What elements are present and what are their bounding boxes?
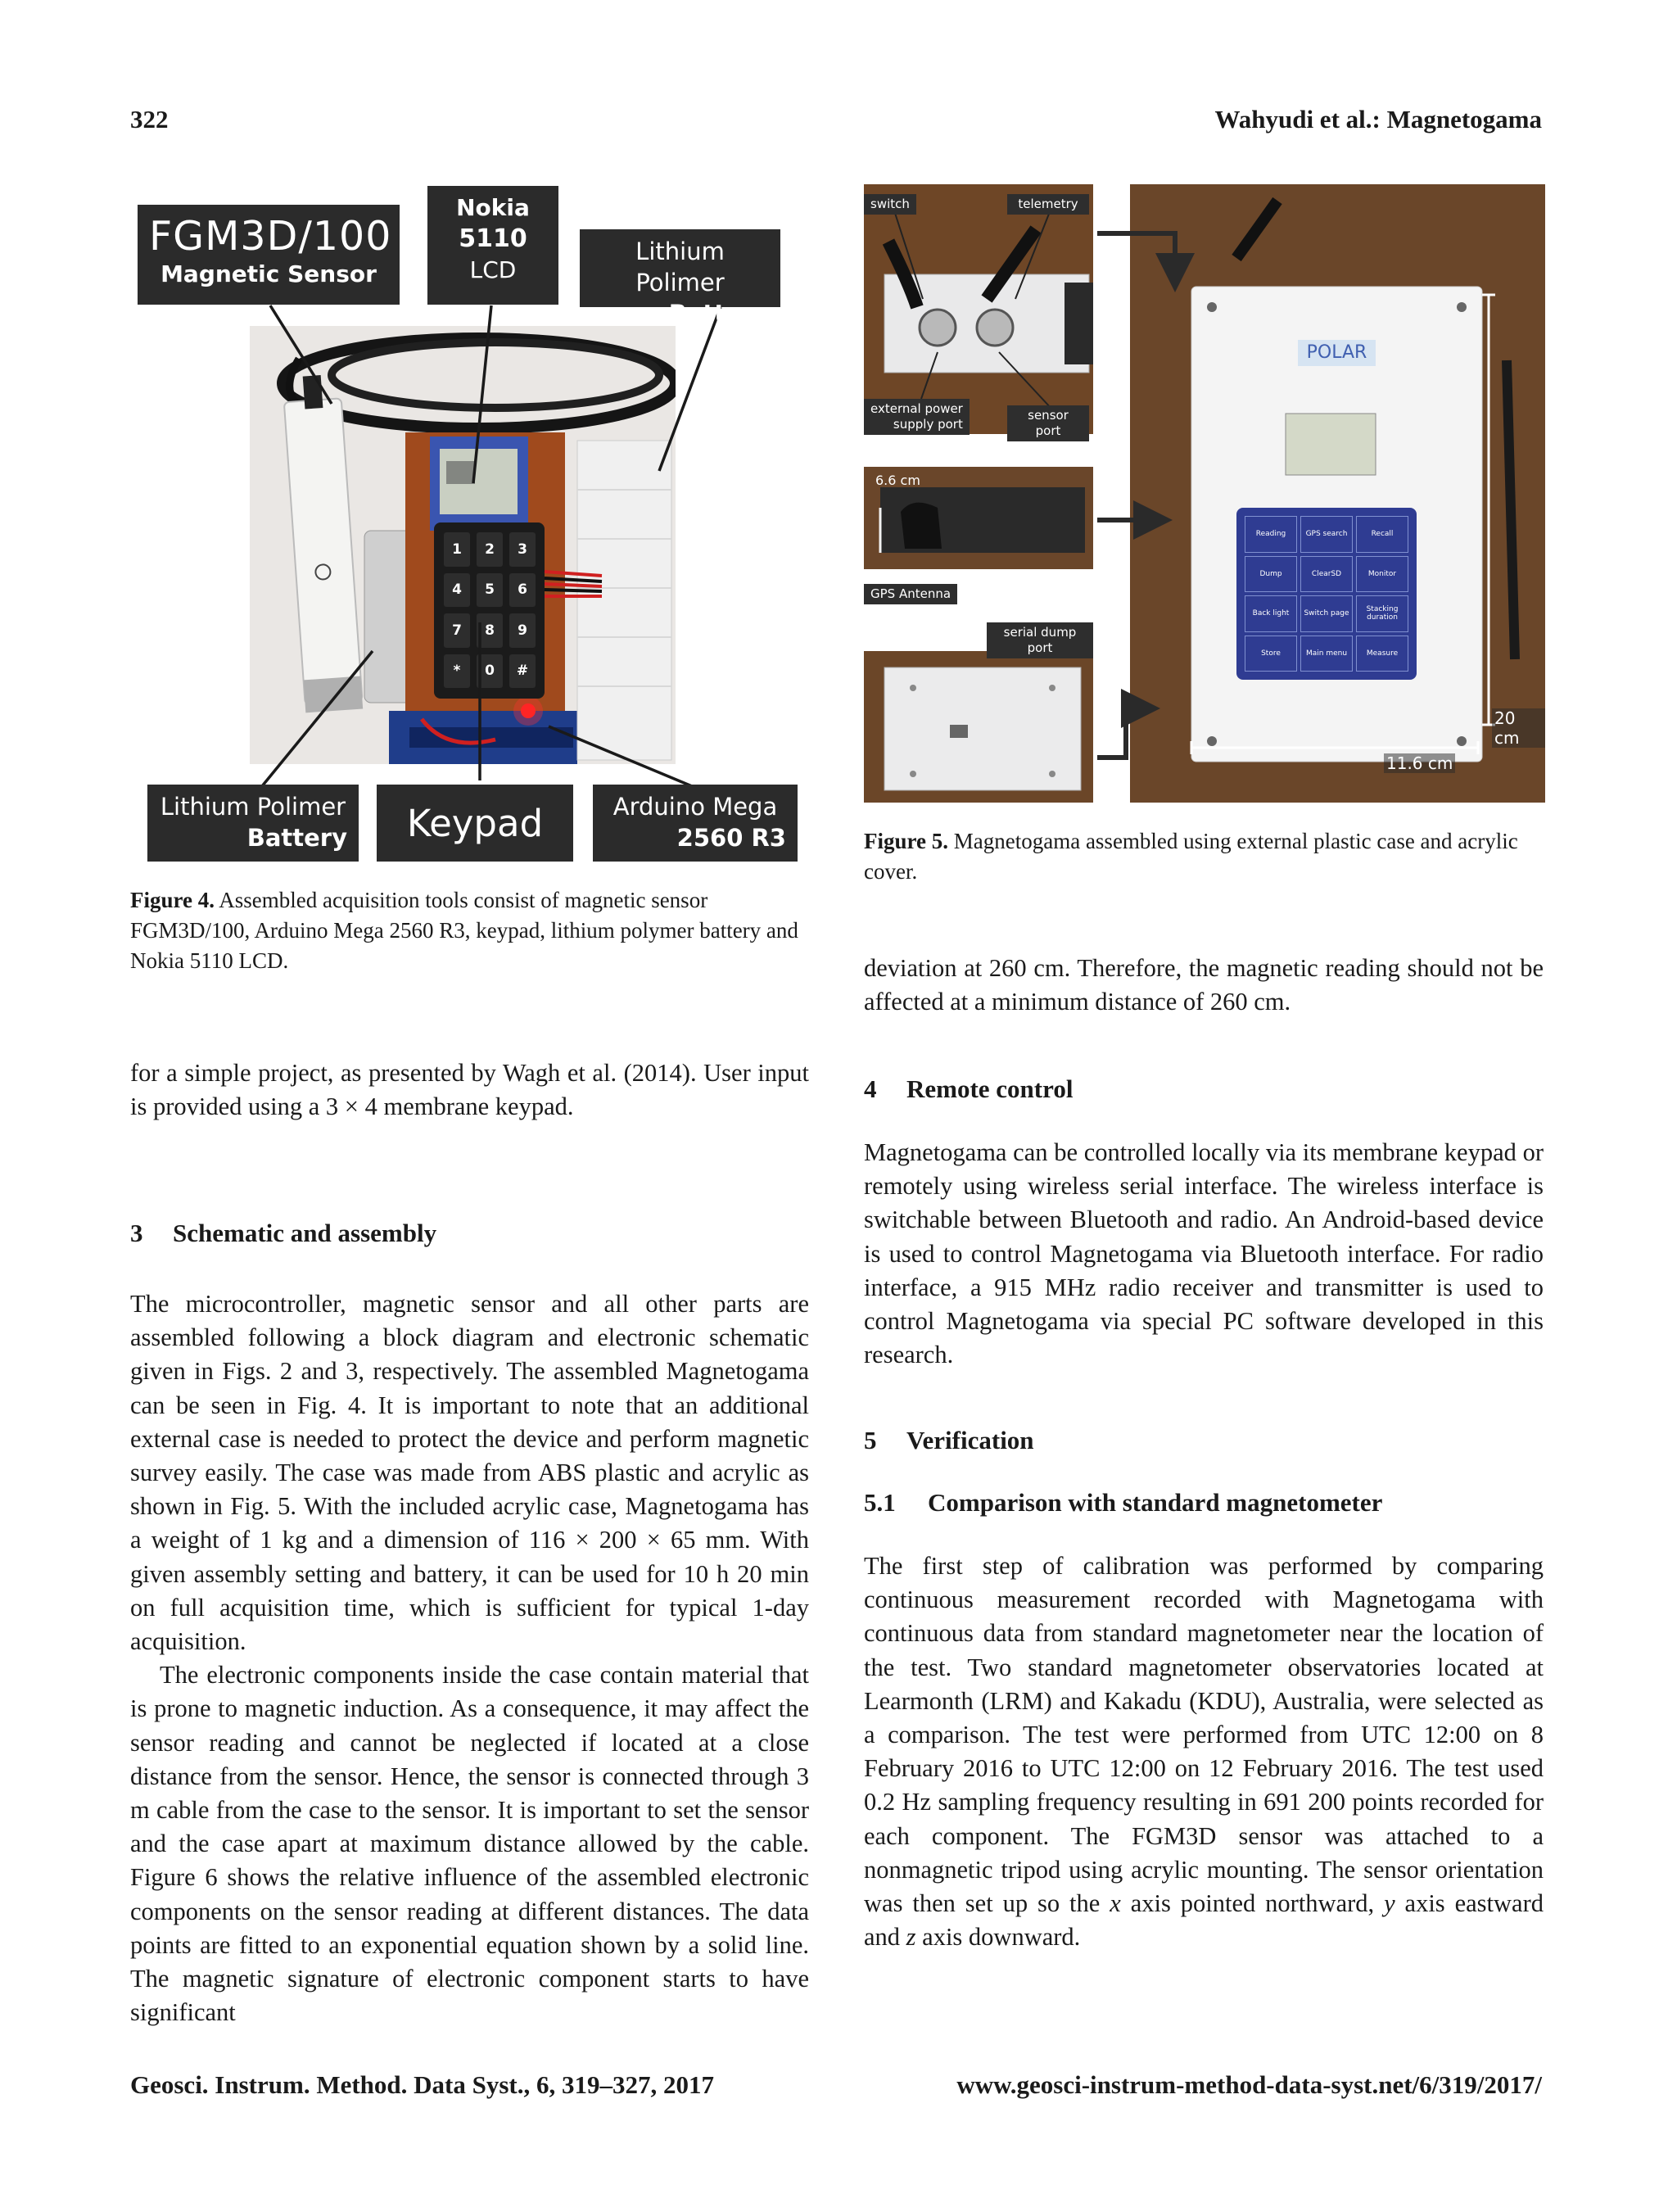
left-column bbox=[130, 1056, 809, 1124]
continuation-paragraph: deviation at 260 cm. Therefore, the magnetic reading should not be affected at a minimum distance of 260 cm. bbox=[864, 954, 1544, 1016]
key: 0 bbox=[477, 654, 503, 689]
figure-5 bbox=[864, 184, 1545, 803]
key: 8 bbox=[477, 613, 503, 648]
label-gps-antenna: GPS Antenna bbox=[864, 584, 957, 604]
section-4-heading: 4 Remote control bbox=[864, 1074, 1074, 1103]
label-height: 6.6 cm bbox=[875, 473, 920, 488]
key: 6 bbox=[509, 573, 536, 608]
intro-paragraph: for a simple project, as presented by Wagh et al. (2014). User input is provided using a 3 × 4 membrane keypad. bbox=[130, 1059, 809, 1121]
section-3-paragraph-1: The microcontroller, magnetic sensor and all other parts are assembled following a block diagram and electronic schematic given in Figs. 2 and 3, respectively. The assembled Magnetogama can be seen in Fig. 4. It is important to note that an additional external case is needed to protect the device and perform magnetic survey easily. The case was made from ABS plastic and acrylic as shown in Fig. 5. With the included acrylic case, Magnetogama has a weight of 1 kg and a dimension of 116 × 200 × 65 mm. With given assembly setting and battery, it can be used for 10 h 20 min on full acquisition time, which is sufficient for typical 1-day acquisition. bbox=[130, 1290, 809, 1656]
panel-key: Measure bbox=[1356, 636, 1408, 672]
key: * bbox=[444, 654, 470, 689]
key: 5 bbox=[477, 573, 503, 608]
key: 2 bbox=[477, 532, 503, 567]
panel-key: Reading bbox=[1245, 516, 1297, 553]
key: 1 bbox=[444, 532, 470, 567]
label-arduino: Arduino Mega 2560 R3 bbox=[593, 785, 798, 862]
section-5-1-heading: 5.1 Comparison with standard magnetometer bbox=[864, 1488, 1383, 1517]
section-3-paragraph-2: The electronic components inside the case contain material that is prone to magnetic induction. As a consequence, it may affect the sensor reading and cannot be neglected if located at a close distance from the sensor. Hence, the sensor is connected through 3 m cable from the case to the sensor. It is important to set the sensor and the case apart at maximum distance allowed by the cable. Figure 6 shows the relative influence of the assembled electronic components on the sensor reading at different distances. The data points are fitted to an exponential equation shown by a solid line. The magnetic signature of electronic component starts to have significant bbox=[130, 1661, 809, 2027]
label-nokia-lcd: Nokia 5110 LCD bbox=[427, 186, 558, 305]
key: # bbox=[509, 654, 536, 689]
figure-5-arrows bbox=[864, 184, 1545, 803]
panel-key: Recall bbox=[1356, 516, 1408, 553]
label-switch: switch bbox=[864, 194, 916, 215]
running-title: Wahyudi et al.: Magnetogama bbox=[1214, 105, 1542, 133]
panel-key: Stacking duration bbox=[1356, 595, 1408, 632]
section-5-heading: 5 Verification bbox=[864, 1426, 1034, 1454]
section-5-1-paragraph-1: The first step of calibration was performed by comparing continuous measurement recorded with Magnetogama with continuous data from standard magnetometer near the location of the test. Two standard magnetometer observatories located at Learmonth (LRM) and Kakadu (KDU), Australia, were selected as a comparison. The test were performed from UTC 12:00 on 8 February 2016 to UTC 12:00 on 12 February 2016. The test used 0.2 Hz sampling frequency resulting in 691 200 points recorded for each component. The FGM3D sensor was attached to a nonmagnetic tripod using acrylic mounting. The sensor orientation was then set up so the x axis pointed northward, y axis eastward and z axis downward. bbox=[864, 1552, 1544, 1952]
page-number: 322 bbox=[130, 105, 169, 133]
panel-key: Back light bbox=[1245, 595, 1297, 632]
panel-key: Main menu bbox=[1300, 636, 1353, 672]
section-4-paragraph-1: Magnetogama can be controlled locally via its membrane keypad or remotely using wireless serial interface. The wireless interface is switchable between Bluetooth and radio. An Android-based device is used to control Magnetogama via Bluetooth interface. For radio interface, a 915 MHz radio receiver and transmitter is used to control Magnetogama via special PC software developed in this research. bbox=[864, 1138, 1544, 1369]
label-telemetry: telemetry bbox=[1007, 194, 1089, 215]
key: 3 bbox=[509, 532, 536, 567]
label-battery-bottom: Lithium Polimer Battery bbox=[147, 785, 359, 862]
continuation-text bbox=[864, 952, 1544, 1019]
panel-key: GPS search bbox=[1300, 516, 1353, 553]
label-external-power: external power supply port bbox=[864, 399, 970, 435]
label-magnetic-sensor: FGM3D/100 Magnetic Sensor bbox=[138, 205, 400, 305]
figure-5-caption: Figure 5. Magnetogama assembled using external plastic case and acrylic cover. bbox=[864, 829, 1518, 884]
footer-journal: Geosci. Instrum. Method. Data Syst., 6, 319–327, 2017 bbox=[130, 2070, 714, 2099]
panel-key: ClearSD bbox=[1300, 556, 1353, 593]
panel-key: Monitor bbox=[1356, 556, 1408, 593]
figure-4 bbox=[131, 184, 811, 864]
figure-4-caption: Figure 4. Assembled acquisition tools consist of magnetic sensor FGM3D/100, Arduino Mega 2560 R3, keypad, lithium polymer battery and Nokia 5110 LCD. bbox=[130, 888, 798, 973]
section-5-1-body bbox=[864, 1549, 1544, 1954]
panel-key: Store bbox=[1245, 636, 1297, 672]
label-serial-dump-port: serial dump port bbox=[987, 622, 1093, 658]
panel-key: Switch page bbox=[1300, 595, 1353, 632]
key: 4 bbox=[444, 573, 470, 608]
section-3-heading: 3 Schematic and assembly bbox=[130, 1219, 437, 1247]
dimension-length: 20 cm bbox=[1492, 708, 1545, 748]
section-3-body bbox=[130, 1287, 809, 2029]
label-keypad: Keypad bbox=[377, 785, 573, 862]
label-battery-top: Lithium Polimer Battery bbox=[580, 229, 780, 307]
dimension-width: 11.6 cm bbox=[1384, 753, 1455, 773]
brand-label: POLAR bbox=[1298, 340, 1376, 366]
label-sensor-port: sensor port bbox=[1007, 405, 1089, 441]
key: 9 bbox=[509, 613, 536, 648]
panel-key: Dump bbox=[1245, 556, 1297, 593]
section-4-body bbox=[864, 1136, 1544, 1372]
key: 7 bbox=[444, 613, 470, 648]
footer-url: www.geosci-instrum-method-data-syst.net/6/319/2017/ bbox=[956, 2070, 1542, 2099]
